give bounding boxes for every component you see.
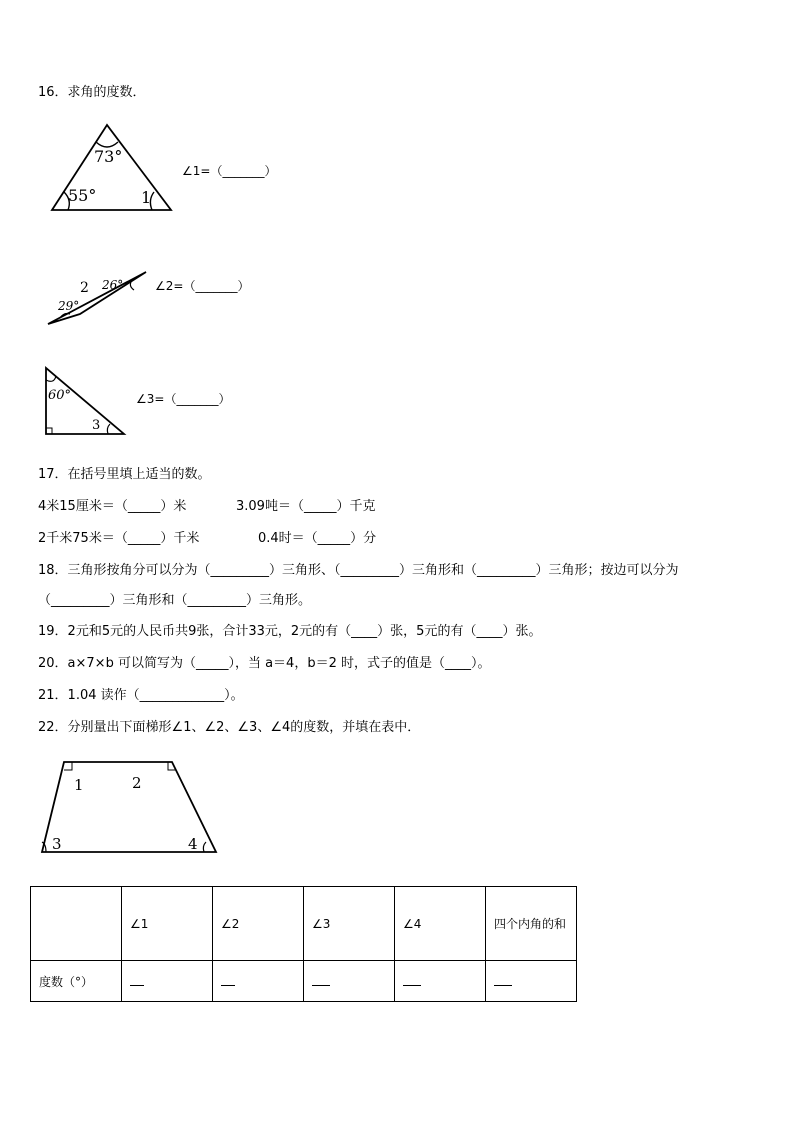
triangle-2-top-angle: 2 bbox=[80, 280, 89, 296]
answer-blank bbox=[221, 973, 235, 986]
q17-title: 17．在括号里填上适当的数。 bbox=[38, 467, 211, 482]
triangle-1-top-angle: 73° bbox=[94, 147, 123, 166]
table-header-angle-2: ∠2 bbox=[213, 887, 304, 961]
angle-2-answer: ∠2=（_______） bbox=[155, 279, 250, 293]
trapezoid-figure bbox=[38, 758, 220, 856]
table-row-label: 度数（°） bbox=[31, 961, 122, 1002]
angle-1-answer: ∠1=（_______） bbox=[182, 164, 277, 178]
trapezoid-angle-2-label: 2 bbox=[132, 774, 142, 792]
q18-line2: （_________）三角形和（_________）三角形。 bbox=[38, 593, 312, 608]
triangle-3-figure bbox=[40, 362, 130, 440]
triangle-1-right-angle: 1 bbox=[141, 188, 152, 207]
q18-line1: 18．三角形按角分可以分为（_________）三角形、（_________）三角形和（_________）三角形；按边可以分为 bbox=[38, 563, 679, 578]
angle-3-answer: ∠3=（_______） bbox=[136, 392, 231, 406]
table-header-sum: 四个内角的和 bbox=[486, 887, 577, 961]
q16-title: 16．求角的度数． bbox=[38, 85, 146, 100]
table-header-angle-1: ∠1 bbox=[122, 887, 213, 961]
table-cell-sum[interactable] bbox=[486, 961, 577, 1002]
q17-line2-b: 0.4时＝（_____）分 bbox=[258, 531, 377, 546]
answer-blank bbox=[403, 973, 421, 986]
table-header-angle-3: ∠3 bbox=[304, 887, 395, 961]
triangle-1-left-angle: 55° bbox=[68, 186, 97, 205]
triangle-2-left-angle: 29° bbox=[58, 299, 80, 313]
triangle-2-right-angle: 26° bbox=[102, 278, 124, 292]
triangle-1-figure bbox=[46, 120, 178, 216]
q17-line1-a: 4米15厘米＝（_____）米 bbox=[38, 499, 187, 514]
triangle-3-top-angle: 60° bbox=[48, 388, 72, 403]
q20-text: 20．a×7×b 可以简写为（_____），当 a＝4，b＝2 时，式子的值是（____）。 bbox=[38, 656, 491, 671]
answer-blank bbox=[494, 973, 512, 986]
table-cell-angle-4[interactable] bbox=[395, 961, 486, 1002]
table-row bbox=[31, 961, 577, 1002]
table-header-row bbox=[31, 887, 577, 961]
q17-line2-a: 2千米75米＝（_____）千米 bbox=[38, 531, 200, 546]
answer-blank bbox=[312, 973, 330, 986]
table-header-angle-4: ∠4 bbox=[395, 887, 486, 961]
table-cell-angle-2[interactable] bbox=[213, 961, 304, 1002]
trapezoid-angle-1-label: 1 bbox=[74, 776, 84, 794]
q17-line1-b: 3.09吨＝（_____）千克 bbox=[236, 499, 376, 514]
q19-text: 19．2元和5元的人民币共9张，合计33元，2元的有（____）张，5元的有（____）张。 bbox=[38, 624, 542, 639]
triangle-2-figure bbox=[44, 268, 152, 330]
table-cell-angle-3[interactable] bbox=[304, 961, 395, 1002]
table-header-empty bbox=[31, 887, 122, 961]
trapezoid-angle-4-label: 4 bbox=[188, 835, 198, 853]
triangle-3-right-angle: 3 bbox=[92, 418, 101, 433]
trapezoid-angle-3-label: 3 bbox=[52, 835, 62, 853]
angle-table bbox=[30, 886, 577, 1002]
q21-text: 21．1.04 读作（_____________）。 bbox=[38, 688, 244, 703]
answer-blank bbox=[130, 973, 144, 986]
table-cell-angle-1[interactable] bbox=[122, 961, 213, 1002]
q22-title: 22．分别量出下面梯形∠1、∠2、∠3、∠4的度数，并填在表中． bbox=[38, 720, 421, 735]
